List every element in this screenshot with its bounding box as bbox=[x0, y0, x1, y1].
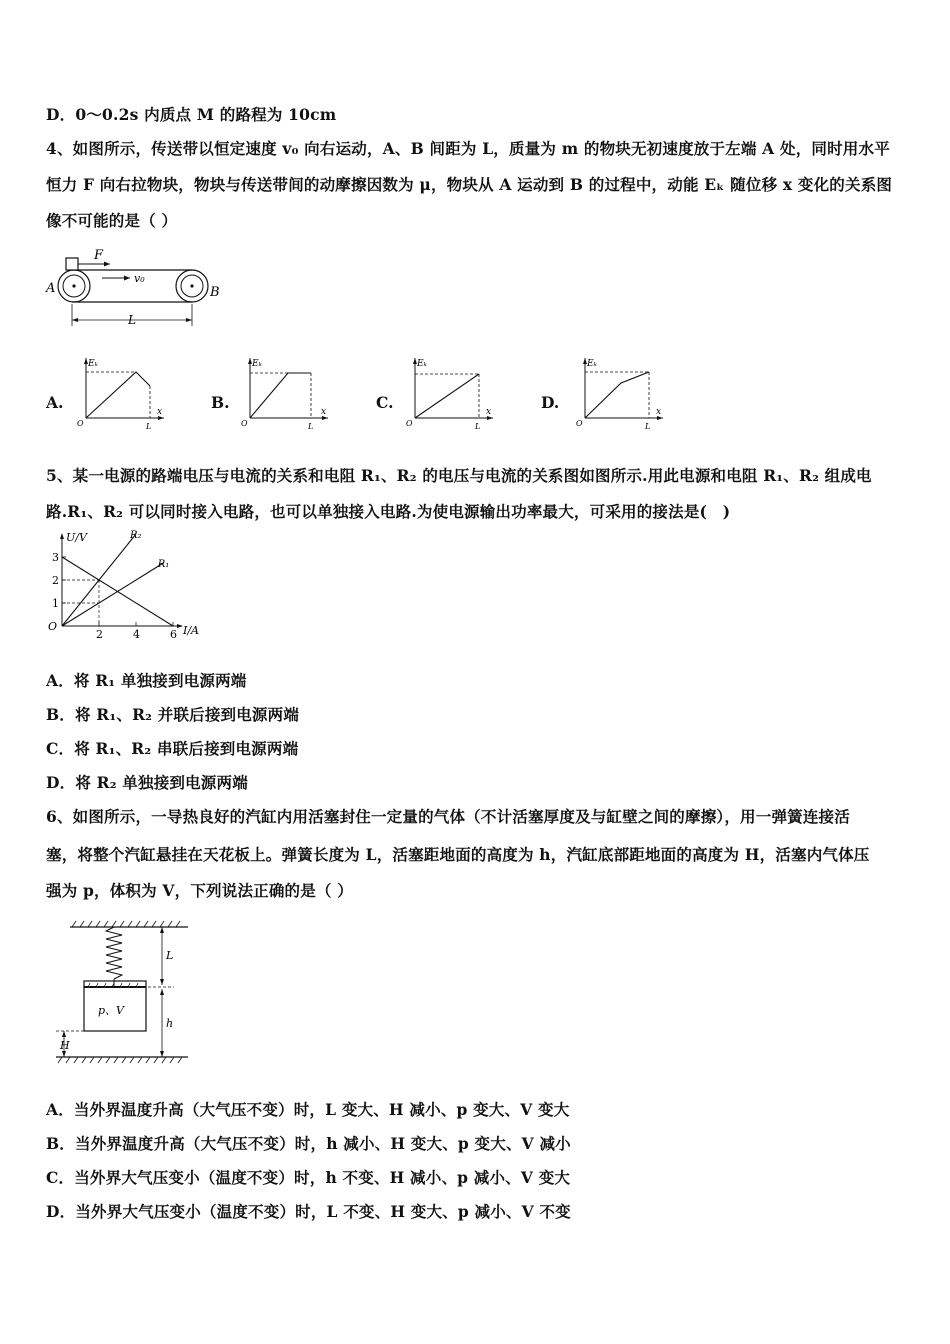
q6-option-a: A．当外界温度升高（大气压不变）时，L 变大、H 减小、p 变大、V 变大 bbox=[46, 1100, 570, 1119]
chart-x-tick-label: 6 bbox=[170, 628, 177, 641]
belt-left-label: A bbox=[46, 281, 56, 296]
q3-option-d: D．0～0.2s 内质点 M 的路程为 10cm bbox=[46, 105, 337, 124]
chart-series-label: R₂ bbox=[130, 530, 142, 541]
q4-graph-d bbox=[573, 356, 667, 432]
graph-b-ylabel: Eₖ bbox=[252, 359, 262, 369]
q6-stem-2: 塞，将整个汽缸悬挂在天花板上。弹簧长度为 L，活塞距地面的高度为 h，汽缸底部距地面的高度为 H，活塞内气体压 bbox=[46, 845, 870, 864]
chart-x-tick-label: 4 bbox=[133, 628, 140, 641]
q6-option-b: B．当外界温度升高（大气压不变）时，h 减小、H 变大、p 变大、V 减小 bbox=[46, 1134, 571, 1153]
q5-stem-2: 路.R₁、R₂ 可以同时接入电路，也可以单独接入电路.为使电源输出功率最大，可采用的接法是( ) bbox=[46, 502, 731, 521]
q4-graph-c bbox=[403, 356, 497, 432]
graph-a-origin: O bbox=[77, 419, 84, 428]
graph-b-xmark: L bbox=[308, 422, 314, 431]
belt-right-label: B bbox=[210, 285, 220, 300]
q5-stem-1: 5、某一电源的路端电压与电流的关系和电阻 R₁、R₂ 的电压与电流的关系图如图所示.用此电源和电阻 R₁、R₂ 组成电 bbox=[46, 466, 872, 485]
graph-b-origin: O bbox=[241, 419, 248, 428]
q4-graph-a bbox=[74, 356, 168, 432]
q5-option-a: A．将 R₁ 单独接到电源两端 bbox=[46, 671, 247, 690]
q4-option-d-label: D. bbox=[541, 393, 560, 412]
graph-d-xlabel: x bbox=[656, 407, 662, 417]
q6-stem-1: 6、如图所示，一导热良好的汽缸内用活塞封住一定量的气体（不计活塞厚度及与缸壁之间的摩擦），用一弹簧连接活 bbox=[46, 807, 850, 826]
conveyor-belt-figure bbox=[44, 246, 229, 328]
chart-y-tick-label: 2 bbox=[52, 574, 59, 587]
cylinder-spring-label: L bbox=[166, 949, 174, 962]
chart-series-label: R₁ bbox=[157, 558, 170, 570]
q6-option-d: D．当外界大气压变小（温度不变）时，L 不变、H 变大、p 减小、V 不变 bbox=[46, 1202, 571, 1221]
chart-y-axis-label: U/V bbox=[66, 531, 87, 544]
cylinder-gas-label: p、V bbox=[98, 1004, 124, 1017]
q4-stem-3: 像不可能的是（ ） bbox=[46, 211, 178, 230]
cylinder-bottom-label: H bbox=[60, 1039, 70, 1052]
belt-force-label: F bbox=[94, 248, 104, 263]
graph-d-origin: O bbox=[576, 419, 583, 428]
q6-option-c: C．当外界大气压变小（温度不变）时，h 不变、H 减小、p 减小、V 变大 bbox=[46, 1168, 571, 1187]
graph-c-origin: O bbox=[406, 419, 413, 428]
graph-a-ylabel: Eₖ bbox=[88, 359, 98, 369]
chart-y-tick-label: 1 bbox=[52, 597, 59, 610]
u-i-chart bbox=[44, 530, 204, 642]
q4-option-b-label: B. bbox=[211, 393, 230, 412]
q4-graph-b bbox=[238, 356, 332, 432]
graph-c-xlabel: x bbox=[486, 407, 492, 417]
graph-d-ylabel: Eₖ bbox=[587, 359, 597, 369]
chart-x-axis-label: I/A bbox=[183, 624, 199, 637]
graph-c-xmark: L bbox=[475, 422, 481, 431]
q4-stem-1: 4、如图所示，传送带以恒定速度 v₀ 向右运动，A、B 间距为 L，质量为 m 的物块无初速度放于左端 A 处，同时用水平 bbox=[46, 139, 890, 158]
q5-option-b: B．将 R₁、R₂ 并联后接到电源两端 bbox=[46, 705, 300, 724]
chart-origin-label: O bbox=[48, 620, 58, 633]
chart-y-tick-label: 3 bbox=[52, 551, 59, 564]
q6-stem-3: 强为 p，体积为 V，下列说法正确的是（ ） bbox=[46, 881, 353, 900]
chart-y-arrow bbox=[60, 533, 64, 539]
q4-stem-2: 恒力 F 向右拉物块，物块与传送带间的动摩擦因数为 μ，物块从 A 运动到 B 的过程中，动能 Eₖ 随位移 x 变化的关系图 bbox=[46, 175, 893, 194]
graph-a-xlabel: x bbox=[157, 407, 163, 417]
belt-velocity-label: v₀ bbox=[134, 272, 145, 285]
chart-series-line bbox=[62, 563, 164, 626]
cylinder-piston-label: h bbox=[166, 1017, 174, 1030]
chart-x-tick-label: 2 bbox=[96, 628, 103, 641]
graph-d-xmark: L bbox=[645, 422, 651, 431]
graph-b-xlabel: x bbox=[321, 407, 327, 417]
q4-option-a-label: A. bbox=[46, 393, 64, 412]
graph-c-ylabel: Eₖ bbox=[417, 359, 427, 369]
q5-option-d: D．将 R₂ 单独接到电源两端 bbox=[46, 773, 248, 792]
belt-length-label: L bbox=[128, 313, 136, 327]
cylinder-figure bbox=[50, 915, 195, 1065]
q4-option-c-label: C. bbox=[376, 393, 394, 412]
graph-a-xmark: L bbox=[146, 422, 152, 431]
q5-option-c: C．将 R₁、R₂ 串联后接到电源两端 bbox=[46, 739, 299, 758]
